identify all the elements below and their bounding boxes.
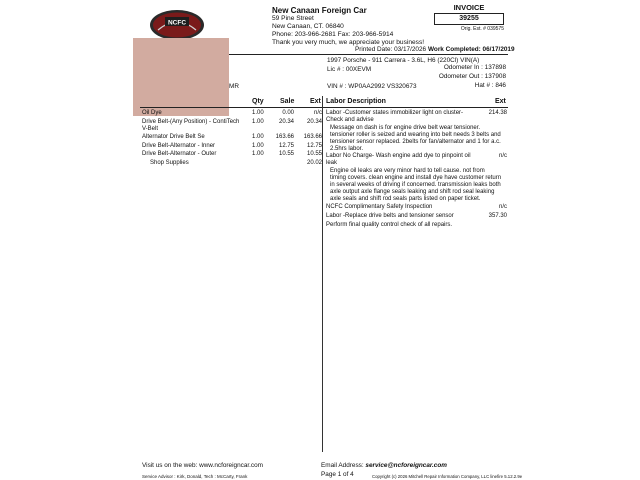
labor-note-text: Engine oil leaks are very minor hard to tell cause. not from timing covers. clean engine and install dye have customer return in several weeks of driving if concerned. transmission leaks both axle output axle flange seals leaking and shift rod seal leaking axle seals and shift rod seals parts listed on paper ticket. [330, 168, 502, 202]
shop-name: New Canaan Foreign Car [272, 6, 367, 15]
qty-header: Qty [252, 98, 264, 105]
page-number: Page 1 of 4 [321, 471, 354, 478]
sale-header: Sale [280, 98, 295, 105]
part-sale: 163.66 [275, 133, 294, 140]
hat-number: 846 [495, 81, 506, 89]
labor-note [326, 125, 507, 153]
part-ext: 20.02 [306, 160, 322, 167]
odo-in-label: Odometer In : [443, 64, 483, 71]
parts-header-divider [140, 107, 322, 108]
shop-thanks: Thank you very much, we appreciate your business! [272, 39, 425, 46]
vehicle-desc: 1997 Porsche - 911 Carrera - 3.6L, H6 (220Cl) VIN(A) [327, 57, 480, 64]
part-sale: 10.55 [278, 151, 294, 158]
labor-price: n/c [498, 203, 507, 210]
odometer-block [438, 64, 506, 89]
shop-phone: Phone: 203-966-2681 Fax: 203-966-5914 [272, 31, 394, 38]
copyright: Copyright (c) 2026 Mitchell Repair Information Company, LLC linefire 5.12.2.9e [372, 474, 523, 479]
invoice-box [434, 3, 504, 32]
odo-out-label: Odometer Out : [438, 72, 483, 80]
logo-text: NCFC [167, 19, 187, 27]
customer-partial: MR [229, 83, 239, 90]
odo-out: 137908 [484, 72, 506, 80]
orig-estimate: Orig. Est. # 039575 [460, 26, 504, 32]
service-advisor: Service Advisor : Kirk, Donald, Tech : McCarty, Frank [142, 474, 248, 479]
redacted-customer-info [133, 38, 229, 116]
work-completed: Work Completed: 06/17/2019 [428, 46, 515, 53]
labor-note-text: Message on dash is for engine drive belt wear tensioner. tensioner roller is seized and wearing into belt needs 3 belts and tensioner sensor replaced. 2belts for fan/alternator and 1 for a.c. 2.5hrs labor. [330, 124, 501, 152]
part-row [142, 151, 322, 160]
part-qty: 1.00 [252, 142, 264, 149]
email-address[interactable]: service@ncforeigncar.com [365, 462, 447, 469]
part-qty: 1.00 [252, 151, 264, 158]
invoice-label: INVOICE [453, 3, 485, 12]
printed-date: Printed Date: 03/17/2026 [355, 46, 427, 53]
part-row [142, 160, 322, 169]
part-ext: 10.55 [306, 151, 322, 158]
part-ext: n/c [313, 110, 322, 116]
part-sale: 12.75 [278, 142, 294, 149]
website-link[interactable]: Visit us on the web: www.ncforeigncar.com [142, 462, 264, 469]
part-desc: Alternator Drive Belt Se [142, 133, 205, 140]
odo-in: 137898 [484, 64, 506, 71]
labor-text: NCFC Complimentary Safety Inspection [326, 203, 433, 210]
part-desc: Drive Belt-Alternator - Outer [142, 151, 217, 158]
part-ext: 12.75 [306, 142, 322, 149]
labor-text: Labor -Customer states immobilizer light on cluster- Check and advise [326, 110, 464, 123]
email-line [321, 462, 447, 469]
labor-list [326, 110, 507, 230]
labor-price: n/c [498, 153, 507, 160]
column-divider [322, 96, 323, 452]
part-row [142, 119, 322, 134]
parts-list [142, 110, 322, 169]
labor-price: 214.38 [488, 110, 507, 116]
shop-logo [148, 8, 206, 42]
part-desc: Shop Supplies [150, 160, 189, 167]
part-desc: Drive Belt-Alternator - Inner [142, 142, 216, 149]
labor-row [326, 153, 507, 167]
labor-header-divider [323, 107, 508, 108]
part-row [142, 134, 322, 143]
part-row [142, 110, 322, 119]
vehicle-lic: Lic # : 00XEVM [327, 66, 372, 74]
part-row [142, 143, 322, 152]
labor-row [326, 204, 507, 211]
labor-row [326, 222, 507, 229]
part-qty: 1.00 [252, 133, 264, 140]
labor-ext-header: Ext [495, 98, 506, 105]
shop-info [272, 6, 424, 47]
part-qty: 1.00 [252, 110, 264, 116]
part-sale: 20.34 [278, 118, 294, 125]
labor-text: Perform final quality control check of all repairs. [326, 221, 453, 228]
part-ext: 163.66 [303, 133, 322, 140]
part-qty: 1.00 [252, 118, 264, 125]
part-desc: Drive Belt-(Any Position) - ContiTech V-Belt [142, 118, 240, 132]
invoice-number: 39255 [434, 13, 504, 25]
shop-city: New Canaan, CT. 06840 [272, 23, 344, 30]
shop-street: 59 Pine Street [272, 15, 314, 22]
part-sale: 0.00 [282, 110, 294, 116]
labor-text: Labor -Replace drive belts and tensioner sensor [326, 212, 454, 219]
vehicle-vin: VIN # : WP0AA2992 VS320673 [327, 82, 417, 90]
labor-text: Labor No Charge- Wash engine add dye to pinpoint oil leak [326, 153, 471, 167]
part-ext: 20.34 [306, 118, 322, 125]
labor-row [326, 110, 507, 124]
email-label: Email Address: [321, 462, 364, 469]
labor-note [326, 168, 507, 203]
labor-desc-header: Labor Description [326, 98, 386, 105]
ext-header: Ext [310, 98, 321, 105]
part-desc: Oil Dye [142, 110, 162, 116]
labor-row [326, 213, 507, 220]
labor-price: 357.30 [488, 212, 507, 219]
hat-label: Hat # : [474, 81, 494, 89]
